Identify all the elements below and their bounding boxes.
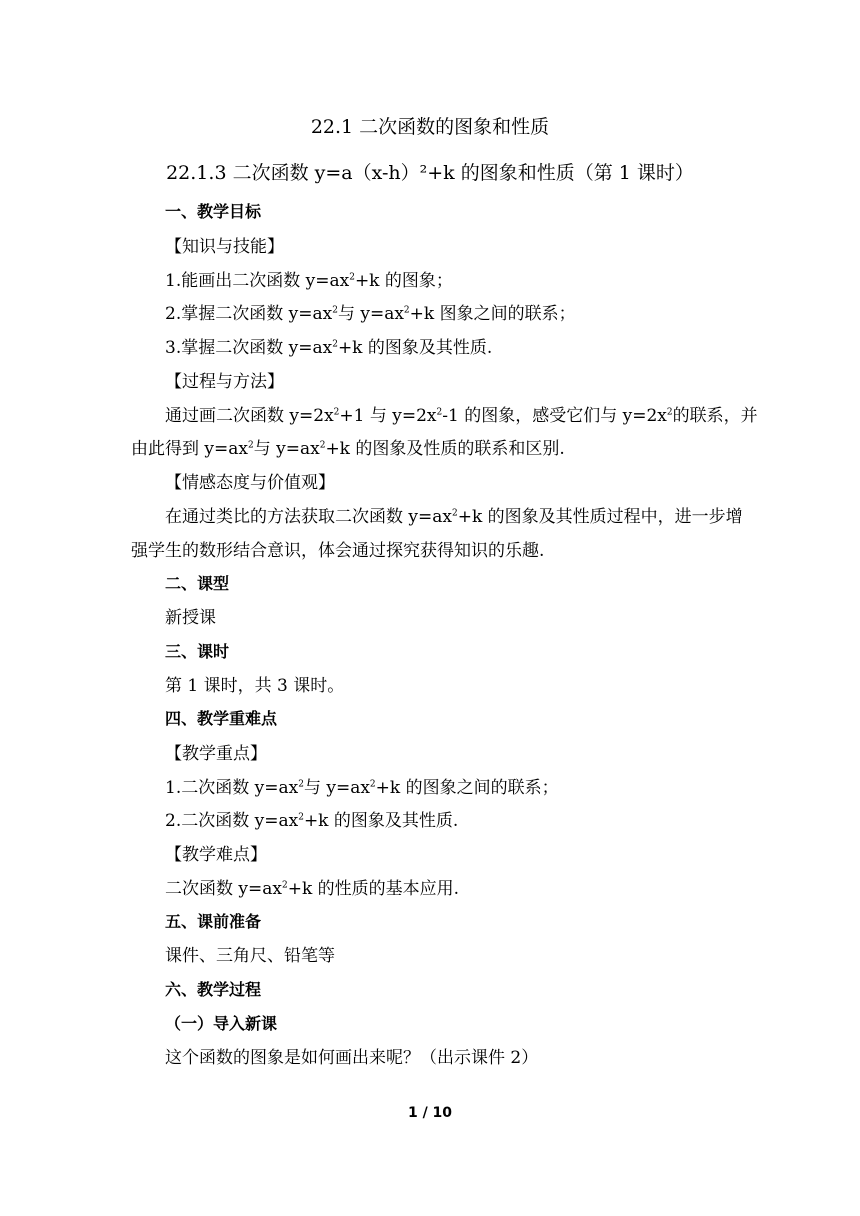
section-heading-periods: 三、课时 bbox=[165, 642, 230, 661]
document-subtitle: 22.1.3 二次函数 y=a（x-h）²+k 的图象和性质（第 1 课时） bbox=[166, 162, 694, 184]
key-point-item-2: 2.二次函数 $y=ax^2+k$ 的图象及其性质. bbox=[165, 811, 459, 831]
knowledge-item-1: 1.能画出二次函数 $y=ax^2+k$ 的图象； bbox=[165, 271, 453, 291]
emotion-paragraph-line-1: 在通过类比的方法获取二次函数 $y=ax^2+k$ 的图象及其性质过程中，进一步增 bbox=[165, 507, 743, 527]
section-heading-key-points: 四、教学重难点 bbox=[165, 709, 278, 728]
knowledge-item-3: 3.掌握二次函数 $y=ax^2+k$ 的图象及其性质. bbox=[165, 338, 493, 358]
key-point-label: 【教学重点】 bbox=[165, 744, 267, 764]
intro-text: 这个函数的图象是如何画出来呢？（出示课件 2） bbox=[165, 1048, 539, 1068]
lesson-type-text: 新授课 bbox=[165, 608, 216, 628]
process-paragraph-line-1: 通过画二次函数 $y=2x^2+1$ 与 $y=2x^2-1$ 的图象，感受它们与 $y=2x^2$的联系，并 bbox=[165, 406, 758, 426]
section-heading-process: 六、教学过程 bbox=[165, 980, 262, 999]
key-point-item-1: 1.二次函数 $y=ax^2$与 $y=ax^2+k$ 的图象之间的联系； bbox=[165, 778, 559, 798]
section-heading-preparation: 五、课前准备 bbox=[165, 912, 262, 931]
emotion-label: 【情感态度与价值观】 bbox=[165, 473, 335, 493]
section-heading-lesson-type: 二、课型 bbox=[165, 574, 230, 593]
process-label: 【过程与方法】 bbox=[165, 372, 284, 392]
knowledge-item-2: 2.掌握二次函数 $y=ax^2$与 $y=ax^2+k$ 图象之间的联系； bbox=[165, 304, 576, 324]
emotion-paragraph-line-2: 强学生的数形结合意识，体会通过探究获得知识的乐趣. bbox=[131, 541, 545, 561]
process-paragraph-line-2: 由此得到 $y=ax^2$与 $y=ax^2+k$ 的图象及性质的联系和区别. bbox=[131, 439, 565, 459]
page-number: 1 / 10 bbox=[407, 1105, 453, 1121]
difficulty-item-1: 二次函数 $y=ax^2+k$ 的性质的基本应用. bbox=[165, 879, 460, 899]
preparation-text: 课件、三角尺、铅笔等 bbox=[165, 946, 335, 966]
subsection-heading-intro: （一）导入新课 bbox=[165, 1014, 278, 1033]
section-heading-objectives: 一、教学目标 bbox=[165, 202, 262, 221]
knowledge-label: 【知识与技能】 bbox=[165, 237, 284, 257]
document-title: 22.1 二次函数的图象和性质 bbox=[310, 116, 550, 138]
difficulty-label: 【教学难点】 bbox=[165, 845, 267, 865]
periods-text: 第 1 课时，共 3 课时。 bbox=[165, 676, 345, 696]
